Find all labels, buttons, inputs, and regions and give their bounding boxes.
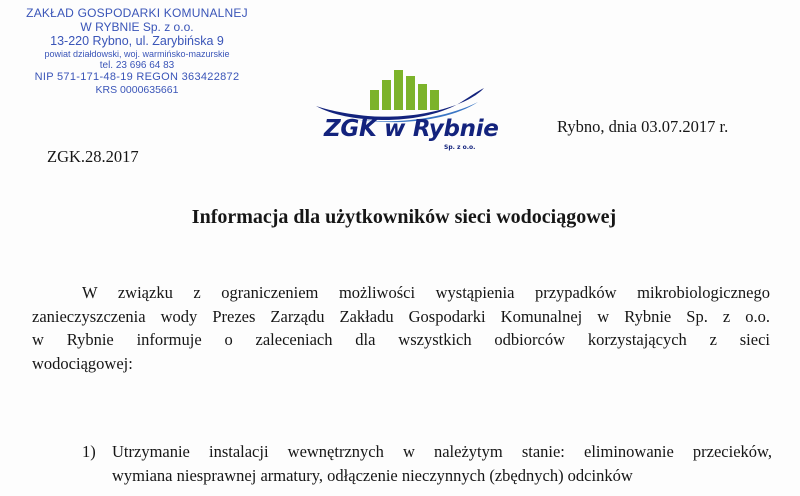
company-stamp — [6, 6, 268, 97]
company-logo — [308, 66, 498, 156]
reference-number: ZGK.28.2017 — [47, 147, 139, 166]
logo-text: ZGK w Rybnie — [324, 116, 499, 142]
paragraph-line: w Rybnie informuje o zaleceniach dla wszystkich odbiorców korzystających z sieci — [32, 330, 770, 349]
list-item-line: Utrzymanie instalacji wewnętrznych w należytym stanie: eliminowanie przecieków, — [112, 442, 772, 461]
document-title: Informacja dla użytkowników sieci wodociągowej — [191, 206, 617, 228]
stamp-company-name: ZAKŁAD GOSPODARKI KOMUNALNEJ — [26, 6, 248, 20]
list-item-text — [112, 440, 772, 488]
list-item-line: wymiana niesprawnej armatury, odłączenie nieczynnych (zbędnych) odcinków — [112, 466, 633, 485]
stamp-region: powiat działdowski, woj. warmińsko-mazurskie — [44, 49, 230, 60]
stamp-address: 13-220 Rybno, ul. Zarybińska 9 — [50, 34, 224, 49]
place-and-date: Rybno, dnia 03.07.2017 r. — [557, 117, 729, 136]
intro-paragraph — [32, 281, 770, 375]
paragraph-line: W związku z ograniczeniem możliwości wystąpienia przypadków mikrobiologicznego — [82, 283, 770, 302]
logo-subtext: Sp. z o.o. — [444, 144, 476, 151]
stamp-nip-regon: NIP 571-171-48-19 REGON 363422872 — [34, 71, 240, 84]
paragraph-line: zanieczyszczenia wody Prezes Zarządu Zakładu Gospodarki Komunalnej w Rybnie Sp. z o.o. — [32, 306, 770, 326]
list-item-number: 1) — [82, 442, 96, 461]
stamp-krs: KRS 0000635661 — [95, 84, 179, 97]
stamp-phone: tel. 23 696 64 83 — [99, 59, 175, 71]
stamp-company-form: W RYBNIE Sp. z o.o. — [80, 20, 194, 35]
paragraph-line: wodociągowej: — [32, 353, 133, 373]
